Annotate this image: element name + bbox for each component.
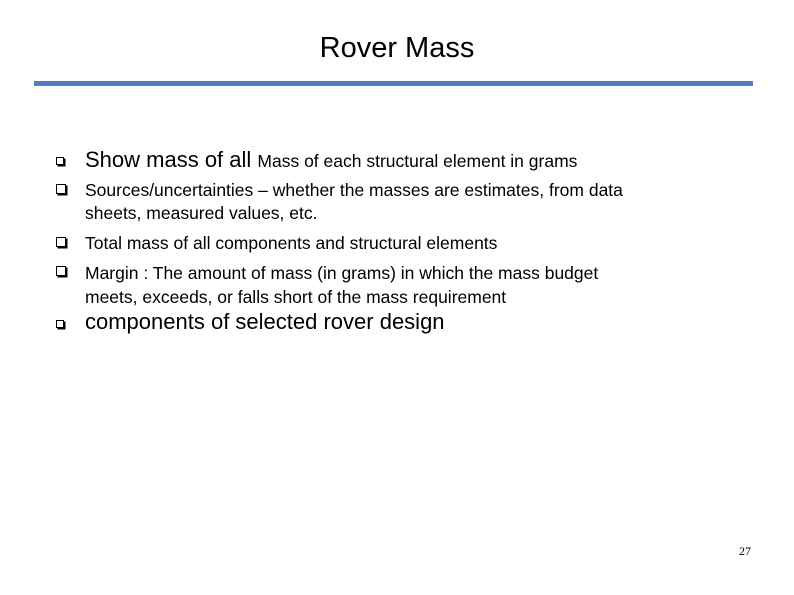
bullet-2-line-2: sheets, measured values, etc. bbox=[85, 203, 318, 223]
bullet-3-text: Total mass of all components and structural elements bbox=[85, 233, 498, 253]
page-number: 27 bbox=[739, 544, 751, 558]
bullet-4-line-1: Margin : The amount of mass (in grams) in which the mass budget bbox=[85, 263, 599, 283]
square-bullet-icon bbox=[56, 157, 64, 165]
title-underline bbox=[34, 81, 753, 86]
square-bullet-icon bbox=[56, 320, 64, 328]
bullet-1-lead: Show mass of all bbox=[85, 147, 258, 172]
bullet-2-line-1: Sources/uncertainties – whether the masses are estimates, from data bbox=[85, 180, 623, 200]
slide-title: Rover Mass bbox=[319, 32, 475, 64]
square-bullet-icon bbox=[56, 237, 66, 247]
square-bullet-icon bbox=[56, 184, 66, 194]
bullet-4-line-2: meets, exceeds, or falls short of the mass requirement bbox=[85, 287, 507, 307]
bullet-5-text: components of selected rover design bbox=[85, 309, 445, 334]
bullet-1-rest: Mass of each structural element in grams bbox=[257, 151, 578, 171]
square-bullet-icon bbox=[56, 266, 66, 276]
